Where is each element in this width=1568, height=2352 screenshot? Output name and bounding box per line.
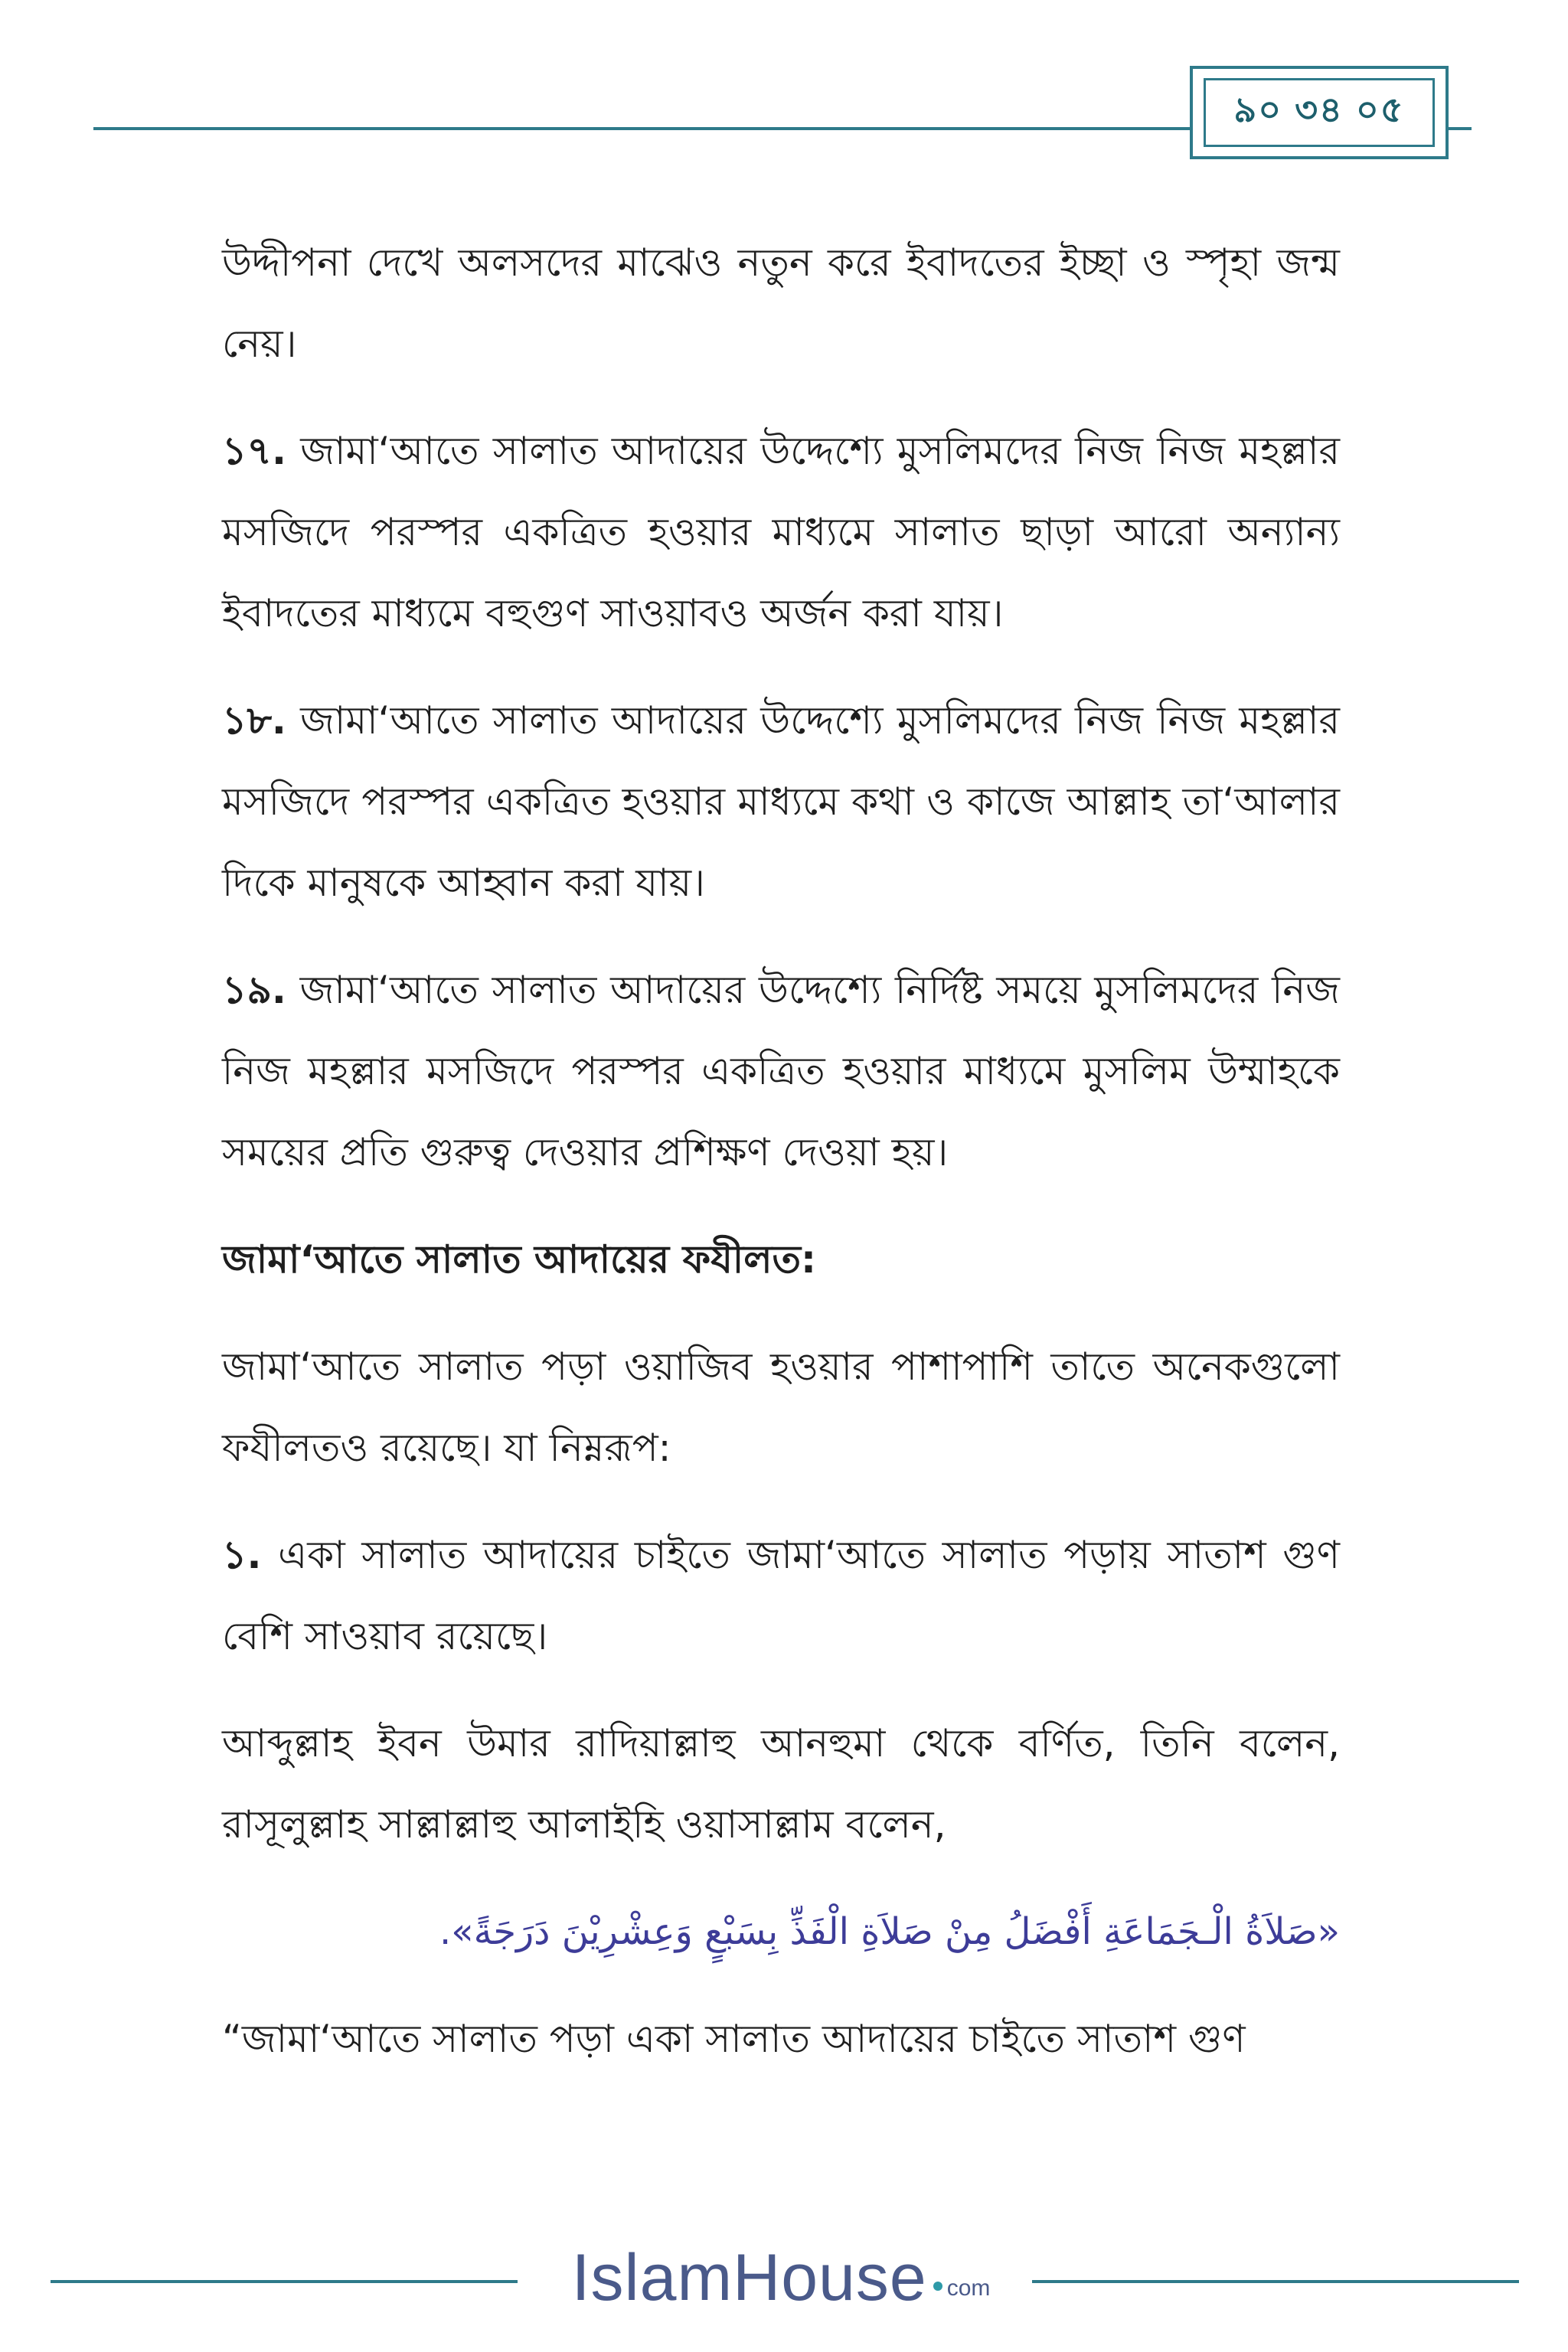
page-number-frame (1190, 66, 1449, 159)
islamhouse-logo (536, 2236, 1026, 2320)
paragraph-virtues: জামা‘আতে সালাত পড়া ওয়াজিব হওয়ার পাশাপাশি তাতে অনেকগুলো ফযীলতও রয়েছে। যা নিম্নরূপ: (222, 1344, 1340, 1470)
item-number-18: ১৮. (222, 698, 286, 743)
paragraph-narration: আব্দুল্লাহ ইবন উমার রাদিয়াল্লাহু আনহুমা থেকে বর্ণিত, তিনি বলেন, রাসূলুল্লাহ সাল্লাল্লাহু আলাইহি ওয়াসাল্লাম বলেন, (222, 1721, 1340, 1847)
paragraph-intro: উদ্দীপনা দেখে অলসদের মাঝেও নতুন করে ইবাদতের ইচ্ছা ও স্পৃহা জন্ম নেয়। (222, 240, 1340, 366)
page-number: ৩৪ (1295, 89, 1344, 130)
paragraph-17 (222, 410, 1340, 654)
logo-dot-icon (933, 2282, 942, 2291)
paragraph-18-text: জামা‘আতে সালাত আদায়ের উদ্দেশ্যে মুসলিমদের নিজ নিজ মহল্লার মসজিদে পরস্পর একত্রিত হওয়ার মাধ্যমে কথা ও কাজে আল্লাহ তা‘আলার দিকে মানুষকে আহ্বান করা যায়। (222, 698, 1340, 905)
item-number-19: ১৯. (222, 968, 286, 1012)
paragraph-1-text: একা সালাত আদায়ের চাইতে জামা‘আতে সালাত পড়ায় সাতাশ গুণ বেশি সাওয়াব রয়েছে। (222, 1533, 1340, 1658)
section-heading: জামা‘আতে সালাত আদায়ের ফযীলত: (222, 1237, 816, 1282)
page-number-inner-frame (1204, 78, 1435, 147)
paragraph-19-text: জামা‘আতে সালাত আদায়ের উদ্দেশ্যে নির্দিষ্ট সময়ে মুসলিমদের নিজ নিজ মহল্লার মসজিদে পরস্পর একত্রিত হওয়ার মাধ্যমে মুসলিম উম্মাহকে সময়ের প্রতি গুরুত্ব দেওয়ার প্রশিক্ষণ দেওয়া হয়। (222, 968, 1340, 1174)
page-content (222, 222, 1340, 2105)
paragraph-1 (222, 1514, 1340, 1677)
footer-rule-right (1032, 2280, 1519, 2283)
item-number-17: ১৭. (222, 429, 286, 473)
paragraph-18 (222, 680, 1340, 923)
item-number-1: ১. (222, 1533, 262, 1577)
logo-domain-suffix: com (946, 2275, 991, 2301)
page-number-ornament-right: ০৫ (1355, 89, 1405, 130)
arabic-hadith: «صَلاَةُ الْـجَمَاعَةِ أَفْضَلُ مِنْ صَلاَةِ الْفَذِّ بِسَبْعٍ وَعِشْرِيْنَ دَرَجَةً». (439, 1910, 1340, 1953)
page-number-ornament-left: ৯০ (1233, 89, 1283, 130)
paragraph-19 (222, 949, 1340, 1193)
paragraph-translation: “জামা‘আতে সালাত পড়া একা সালাত আদায়ের চাইতে সাতাশ গুণ (222, 2017, 1246, 2061)
logo-wordmark: IslamHouse (571, 2240, 927, 2314)
footer-rule-left (51, 2280, 518, 2283)
paragraph-17-text: জামা‘আতে সালাত আদায়ের উদ্দেশ্যে মুসলিমদের নিজ নিজ মহল্লার মসজিদে পরস্পর একত্রিত হওয়ার মাধ্যমে সালাত ছাড়া আরো অন্যান্য ইবাদতের মাধ্যমে বহুগুণ সাওয়াবও অর্জন করা যায়। (222, 429, 1340, 635)
